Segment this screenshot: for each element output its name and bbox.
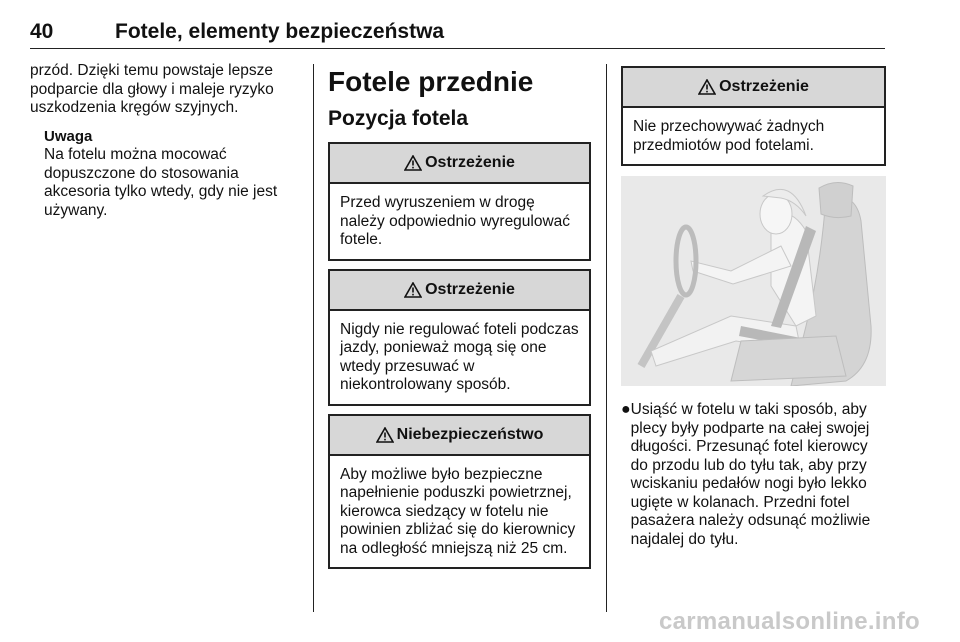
warning-triangle-icon [698,79,716,95]
bullet-icon: ● [621,401,631,418]
warning-triangle-icon [404,155,422,171]
danger-box [328,414,591,570]
column-middle [328,62,591,569]
column-divider [313,64,314,612]
watermark: carmanualsonline.info [658,608,920,635]
page-header [30,18,885,49]
column-right [621,64,886,549]
danger-box-header [330,416,589,456]
list-item [621,401,886,549]
page-title: Fotele, elementy bezpieczeństwa [115,20,445,43]
list-item-text: Usiąść w fotelu w taki sposób, aby plecy były podparte na całej swojej długości. Przesunąć fotel kierowcy do przodu lub do tyłu tak, aby przy wciskaniu pedałów nogi było lekko ugięte w kolanach. Przedni fotel pasażera należy odsunąć możliwie najdalej do tyłu. [630,401,871,548]
driver-seat-illustration [621,176,886,386]
note-text: Na fotelu można mocować dopuszczone do stosowania akcesoria tylko wtedy, gdy nie jest używany. [44,146,278,219]
note-title: Uwaga [44,127,93,145]
warning-box-text: Nie przechowywać żadnych przedmiotów pod fotelami. [633,118,825,154]
warning-box-header [330,271,589,311]
intro-paragraph: przód. Dzięki temu powstaje lepsze podparcie dla głowy i maleje ryzyko uszkodzenia kręgów szyjnych. [30,62,274,116]
warning-box [328,142,591,261]
column-left [30,62,300,220]
warning-box-title: Ostrzeżenie [425,280,515,298]
warning-box [328,269,591,406]
warning-box-title: Ostrzeżenie [719,78,809,95]
warning-box-header [330,144,589,184]
warning-box-text: Nigdy nie regulować foteli podczas jazdy, ponieważ mogą się one wtedy przesuwać w niekontrolowany sposób. [340,320,579,393]
warning-box-title: Ostrzeżenie [425,154,515,171]
subsection-title: Pozycja fotela [328,107,469,130]
danger-box-title: Niebezpieczeństwo [396,425,544,443]
danger-box-text: Aby możliwe było bezpieczne napełnienie poduszki powietrznej, kierowca siedzący w fotelu nie powinien zbliżać się do kierownicy na odległość mniejszą niż 25 cm. [340,465,576,557]
warning-triangle-icon [376,427,394,443]
warning-box-header [623,68,884,108]
warning-triangle-icon [404,282,422,298]
section-title: Fotele przednie [328,66,534,97]
page-number: 40 [30,20,54,43]
column-divider [606,64,607,612]
warning-box-text: Przed wyruszeniem w drogę należy odpowiednio wyregulować fotele. [340,194,571,248]
warning-box [621,66,886,166]
note-block [44,128,300,221]
